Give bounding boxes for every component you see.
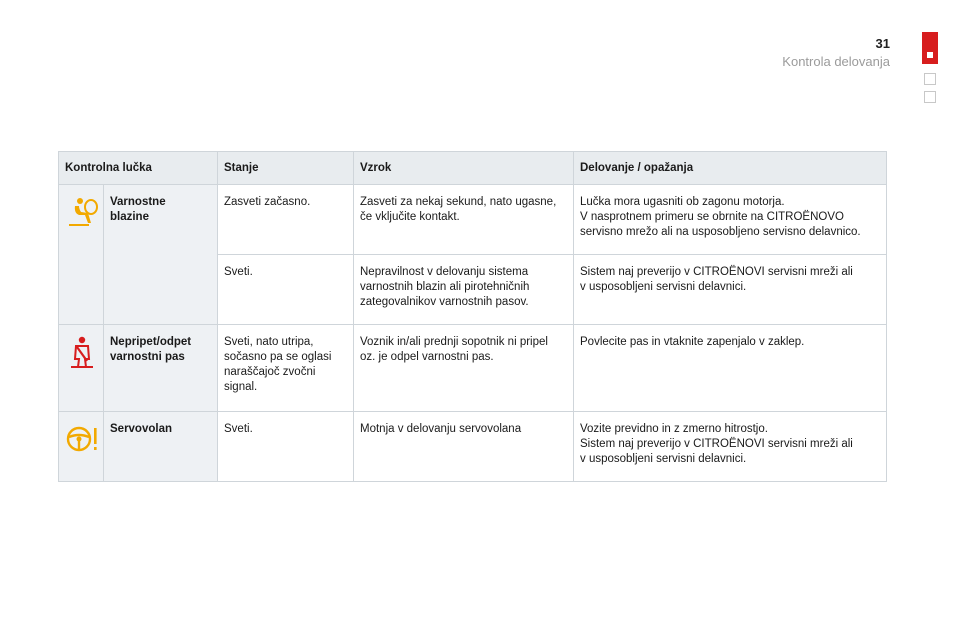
table-row bbox=[59, 185, 887, 255]
column-header: Kontrolna lučka bbox=[59, 152, 218, 185]
lamp-name: Nepripet/odpet varnostni pas bbox=[104, 325, 218, 412]
airbag-warning-icon bbox=[65, 195, 99, 229]
section-title: Kontrola delovanja bbox=[782, 54, 890, 69]
section-tab-active[interactable] bbox=[922, 32, 938, 64]
column-header: Vzrok bbox=[354, 152, 574, 185]
action-cell: Vozite previdno in z zmerno hitrostjo. Sistem naj preverijo v CITROËNOVI servisni mreži ali v usposobljeni servisni delavnici. bbox=[574, 412, 887, 482]
lamp-name: Varnostne blazine bbox=[104, 185, 218, 325]
state-cell: Sveti. bbox=[218, 255, 354, 325]
power-steering-warning-icon bbox=[65, 422, 99, 456]
icon-cell bbox=[59, 412, 104, 482]
section-tab[interactable] bbox=[924, 73, 936, 85]
lamp-name: Servovolan bbox=[104, 412, 218, 482]
table-row bbox=[59, 325, 887, 412]
column-header: Stanje bbox=[218, 152, 354, 185]
page-number: 31 bbox=[875, 36, 890, 51]
table-row bbox=[59, 412, 887, 482]
icon-cell bbox=[59, 325, 104, 412]
cause-cell: Zasveti za nekaj sekund, nato ugasne, če vključite kontakt. bbox=[354, 185, 574, 255]
cause-cell: Voznik in/ali prednji sopotnik ni pripel oz. je odpel varnostni pas. bbox=[354, 325, 574, 412]
seatbelt-warning-icon bbox=[65, 335, 99, 369]
column-header: Delovanje / opažanja bbox=[574, 152, 887, 185]
action-cell: Povlecite pas in vtaknite zapenjalo v zaklep. bbox=[574, 325, 887, 412]
state-cell: Sveti, nato utripa, sočasno pa se oglasi naraščajoč zvočni signal. bbox=[218, 325, 354, 412]
warning-lamps-table bbox=[58, 151, 887, 482]
action-cell: Lučka mora ugasniti ob zagonu motorja. V nasprotnem primeru se obrnite na CITROËNOVO servisno mrežo ali na usposobljeno servisno delavnico. bbox=[574, 185, 887, 255]
action-cell: Sistem naj preverijo v CITROËNOVI servisni mreži ali v usposobljeni servisni delavnici. bbox=[574, 255, 887, 325]
icon-cell bbox=[59, 185, 104, 325]
cause-cell: Nepravilnost v delovanju sistema varnostnih blazin ali pirotehničnih zategovalnikov varnostnih pasov. bbox=[354, 255, 574, 325]
table-header-row bbox=[59, 152, 887, 185]
state-cell: Sveti. bbox=[218, 412, 354, 482]
section-tab[interactable] bbox=[924, 91, 936, 103]
state-cell: Zasveti začasno. bbox=[218, 185, 354, 255]
cause-cell: Motnja v delovanju servovolana bbox=[354, 412, 574, 482]
